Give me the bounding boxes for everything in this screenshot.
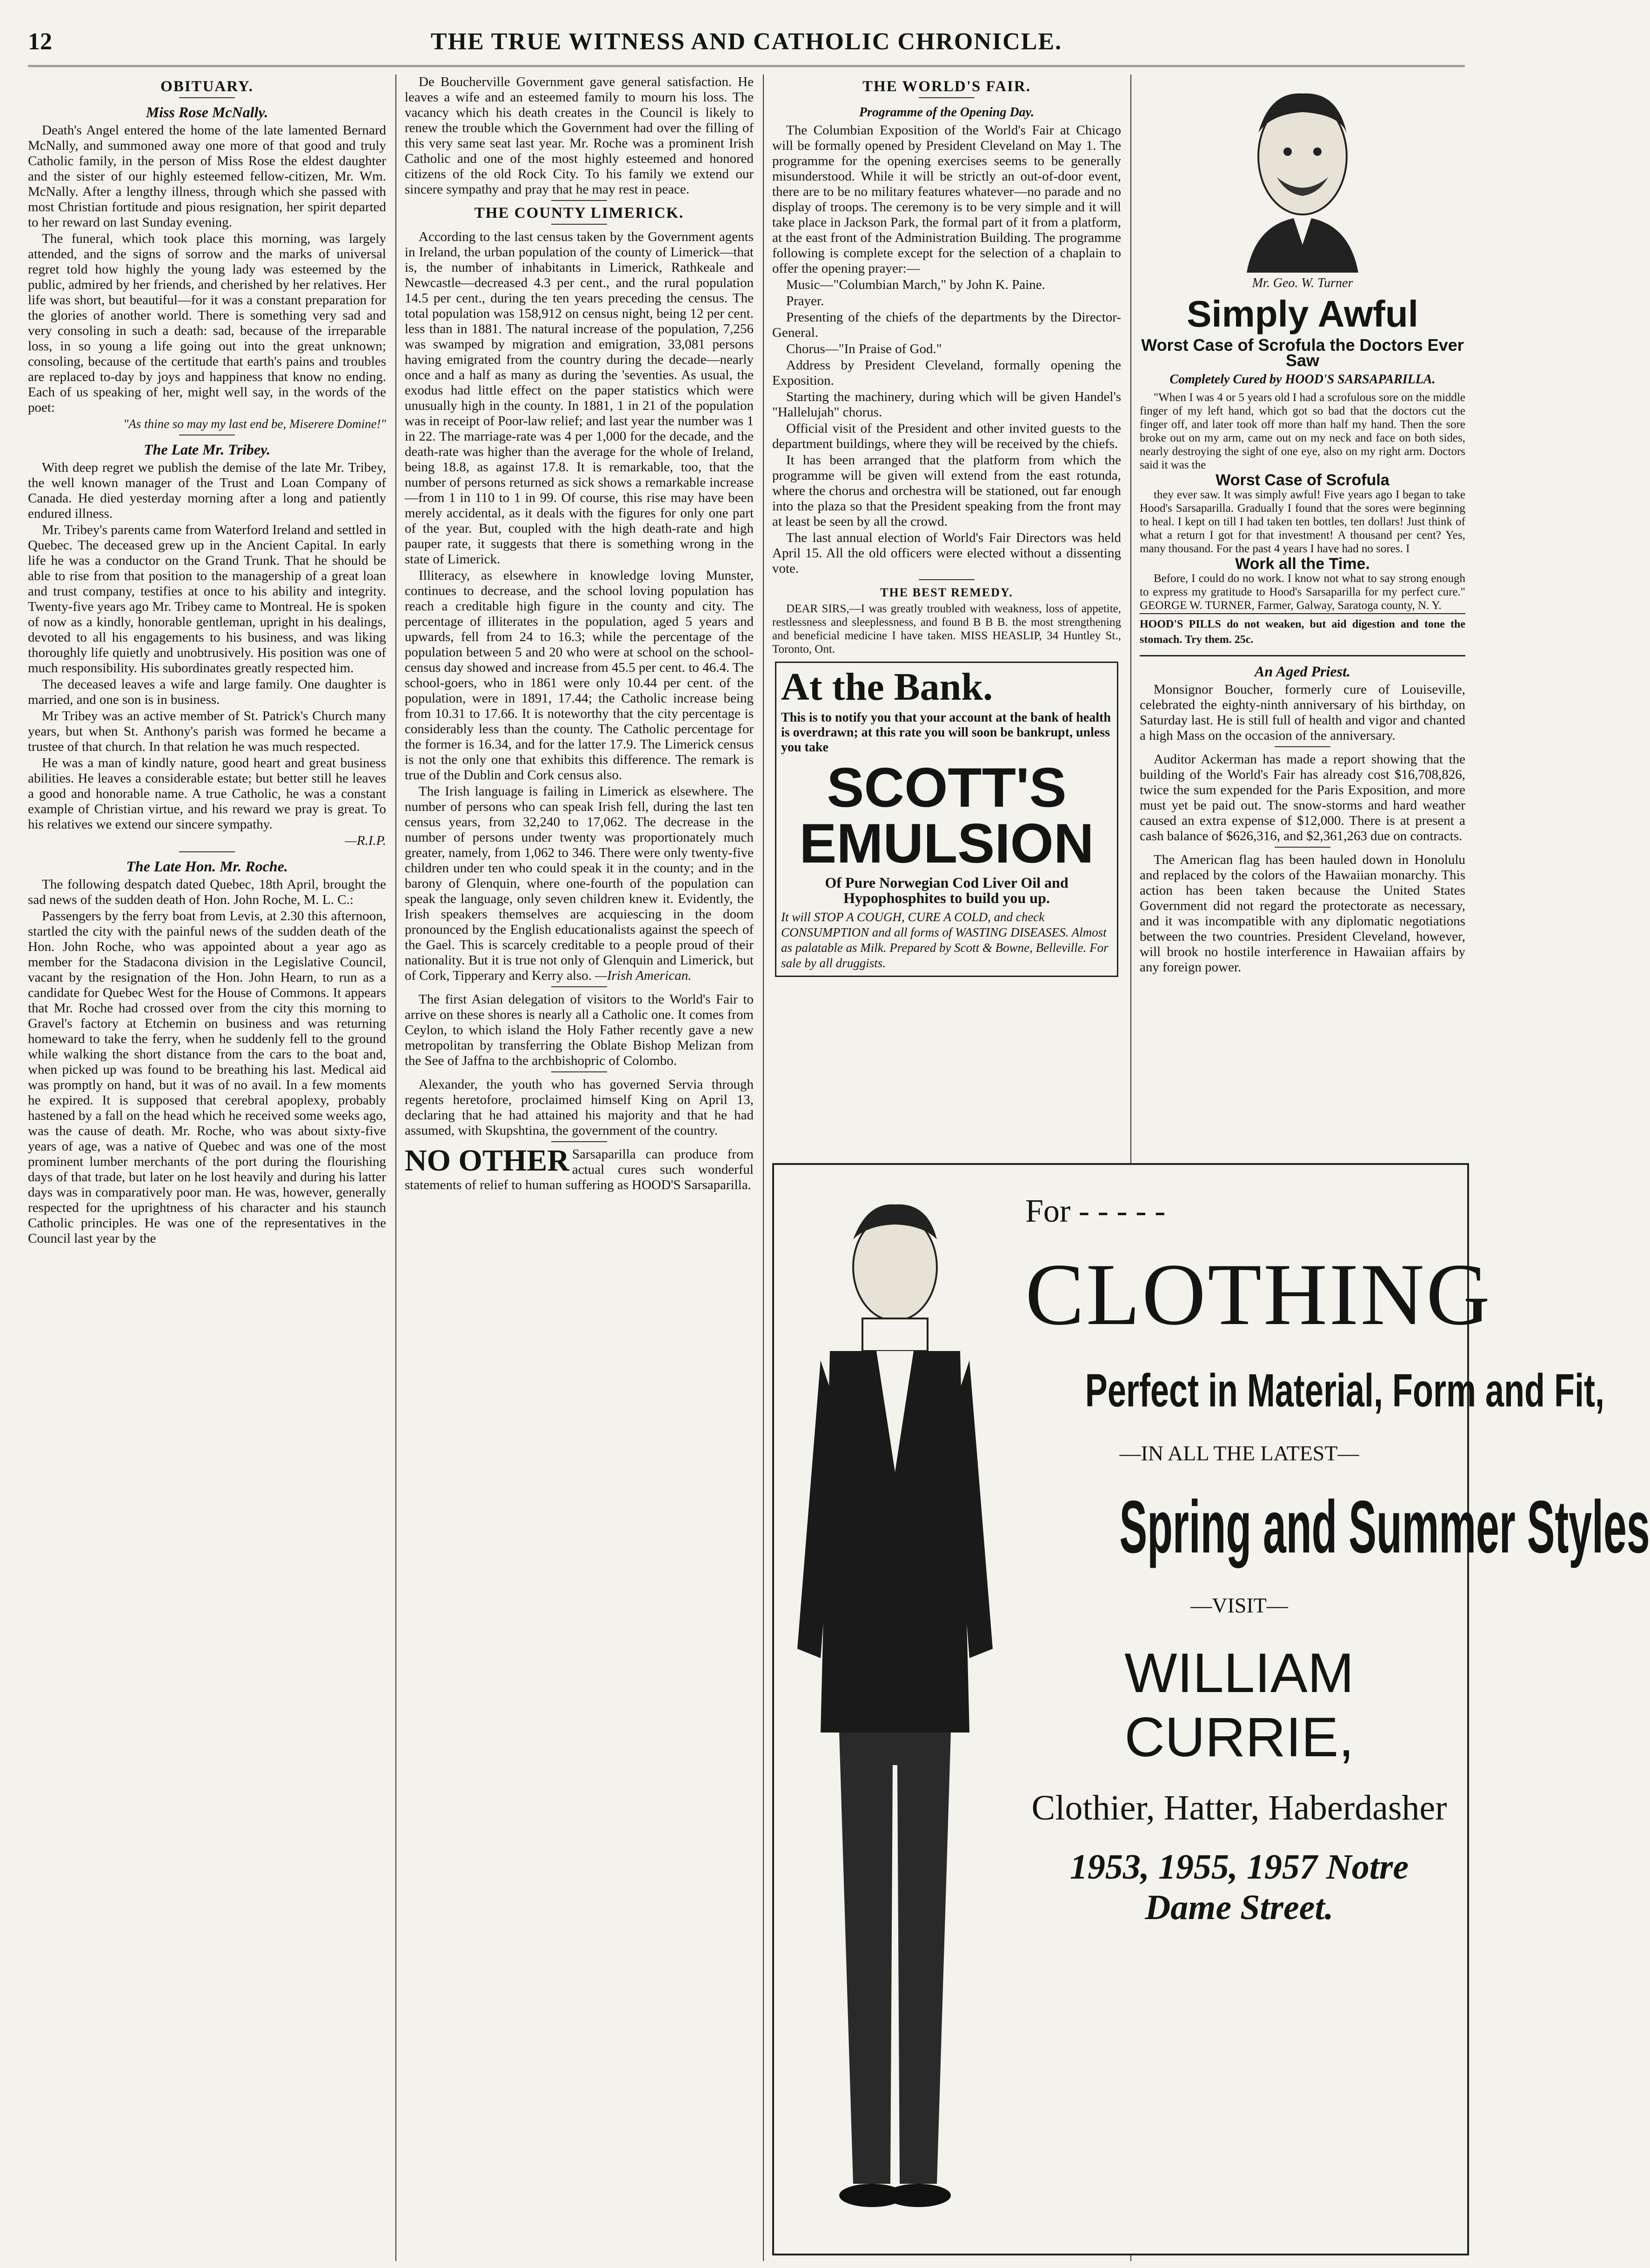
masthead (28, 14, 1465, 67)
emulsion-logo: EMULSION (799, 812, 1094, 875)
clothing-ad (772, 1163, 1650, 2255)
divider (1275, 746, 1330, 747)
ad-text: they ever saw. It was simply awful! Five years ago I began to take Hood's Sarsaparilla. Gradually I found that the sores were beginning to heal. I kept on till I had taken ten bottles, ten dollars! Just think of what a return I got for that investment! A thousand per cent? Yes, many thousand. For the past 4 years I have had no sores. I (1140, 488, 1465, 555)
ad-subtitle: Spring and Summer Styles (1119, 1485, 1650, 1568)
article-title: An Aged Priest. (1255, 663, 1350, 680)
paragraph: The Columbian Exposition of the World's Fair at Chicago will be formally opened by President Cleveland on May 1. The programme for the opening exercises seems to be generally misunderstood. While it will be strictly an out-of-door event, there are to be no military features whatever—no parade and no display of troops. The ceremony is to be very simple and it will take place in Jackson Park, the formal part of it from a platform, at the east front of the Administration Building. The programme following is complete except for the selection of a chaplain to offer the opening prayer:— (772, 123, 1121, 276)
ad-text: "When I was 4 or 5 years old I had a scrofulous sore on the middle finger of my left hand, which got so bad that the doctors cut the finger off, and later took off more than half my hand. Then the sore broke out on my arm, came out on my neck and face on both sides, nearly destroying the sight of one eye, also on my right arm. Doctors said it was the (1140, 391, 1465, 471)
paragraph: Mr. Tribey's parents came from Waterford Ireland and settled in Quebec. The deceased grew up in the Ancient Capital. In early life he was a conductor on the Grand Trunk. That he should be able to rise from that position to the managership of a great loan and trust company, testifies at once to his ability and integrity. Twenty-five years ago Mr. Tribey came to Montreal. He is spoken of now as a kindly, honorable gentleman, upright in his dealings, devoted to all his engagements to his business, and was liking thoroughly life quietly and unobtrusively. His position was one of much responsibility. His subordinates greatly respected him. (28, 522, 386, 676)
ad-text: DEAR SIRS,—I was greatly troubled with weakness, loss of appetite, restlessness and sleeplessness, and found B B B. the most strengthening and beneficial medicine I have taken. MISS HEASLIP, 34 Huntley St., Toronto, Ont. (772, 602, 1121, 656)
article-title: THE WORLD'S FAIR. (862, 78, 1031, 95)
paragraph: Presenting of the chiefs of the departments by the Director-General. (772, 310, 1121, 340)
ad-text: This is to notify you that your account at the bank of health is overdrawn; at this rate you will soon be bankrupt, unless you take (781, 710, 1111, 755)
paragraph: Illiteracy, as elsewhere in knowledge loving Munster, continues to decrease, and the school loving population has reach a creditable high figure in the county and city. The percentage of illiterates in the population, aged 5 years and upwards, fell from 24 to 16.3; while the percentage of the population between 5 and 20 who were at school on the school-census day showed and increase from 45.5 per cent. to 46.4. The school-goers, who in 1861 were only 10.44 per cent. of the population, were in 1891, 17.44; the Catholic increase being from 10.31 to 17.66. It is noteworthy that the city percentage is considerably less than the county. The Catholic percentage for the former is 16.34, and for the latter 17.9. The Limerick census is not the only one that exhibits this difference. The remark is true of the Dublin and Cork census also. (405, 568, 754, 783)
divider (551, 224, 607, 225)
poem-quote: "As thine so may my last end be, Miserere Domine!" (123, 417, 386, 431)
paragraph: The deceased leaves a wife and large family. One daughter is married, and one son is in business. (28, 677, 386, 707)
portrait-illustration (1219, 77, 1386, 273)
divider (551, 200, 607, 201)
paragraph: Monsignor Boucher, formerly cure of Louiseville, celebrated the eighty-ninth anniversary of his birthday, on Saturday last. He is still full of health and vigor and chanted a high Mass on the occasion of the anniversary. (1140, 682, 1465, 743)
paragraph: Auditor Ackerman has made a report showing that the building of the World's Fair has already cost $16,708,826, twice the sum expended for the Paris Exposition, and more must yet be paid out. The snow-storms and hard weather caused an extra expense of $12,000. There is at present a cash balance of $626,316, and $2,361,263 due on contracts. (1140, 752, 1465, 843)
ad-subtitle: Worst Case of Scrofula (1216, 471, 1389, 489)
column-news (405, 74, 754, 2261)
paragraph: With deep regret we publish the demise of the late Mr. Tribey, the well known manager of the Trust and Loan Company of Canada. He died yesterday morning after a long and patiently endured illness. (28, 460, 386, 521)
scotts-logo: SCOTT'S (827, 756, 1067, 819)
paragraph: De Boucherville Government gave general satisfaction. He leaves a wife and an esteemed family to mourn his loss. The vacancy which his death creates in the Council is likely to renew the trouble which the Government had over the filling of this very same seat last year. Mr. Roche was a prominent Irish Catholic and one of the most highly esteemed and honored citizens of the old Rock City. To his family we extend our sincere sympathy and pray that he may rest in peace. (405, 74, 754, 197)
ad-headline: Simply Awful (1187, 293, 1418, 335)
article-title: Miss Rose McNally. (146, 104, 268, 120)
hoods-notice (405, 1144, 754, 1193)
paragraph: Alexander, the youth who has governed Servia through regents heretofore, proclaimed himself King on April 13, declaring that he had attained his majority and that he had assumed, with Skupshtina, the government of the country. (405, 1077, 754, 1138)
paragraph: Chorus—"In Praise of God." (786, 341, 942, 356)
paragraph: Passengers by the ferry boat from Levis, at 2.30 this afternoon, startled the city with the painful news of the sudden death of the Hon. John Roche, who was appointed about a year ago as member for the Stadacona division in the Legislative Council, vacant by the resignation of the Hon. John Hearn, to run as a candidate for Quebec West for the House of Commons. It appears that Mr. Roche had crossed over from the city this morning to Gravel's factory at Etchemin on business and was returning homeward to take the ferry, when he suddenly fell to the ground while walking the short distance from the cars to the boat and, when picked up was found to be breathing his last. Medical aid was promptly on hand, but it was of no avail. In a few moments he expired. It is supposed that cerebral apoplexy, probably hastened by a fall on the head which he received some weeks ago, was the cause of death. Mr. Roche, who was about sixty-five years of age, was a native of Quebec and was one of the most prominent lumber merchants of the port during the flourishing days of that trade, but later on he lost heavily and during his latter days was in comparatively poor man. He was, however, generally respected for the uprightness of his character and his staunch Catholic principles. He was one of the representatives in the Council last year by the (28, 909, 386, 1246)
paragraph: Prayer. (786, 294, 824, 308)
ad-text: —VISIT— (1190, 1593, 1288, 1617)
paragraph-text: The Irish language is failing in Limerick as elsewhere. The number of persons who can speak Irish fell, during the last ten census years, from 32,240 to 17,062. The decrease in the number of persons under twenty was proportionately much greater, namely, from 1,062 to 346. There were only twenty-five children under ten who could speak it in the county; and in the barony of Glenquin, where one-fourth of the population can speak the language, only seven children knew it. Evidently, the Irish speakers themselves are acquiescing in the doom pronounced by the English educationalists against the speech of the Gael. This is scarcely creditable to a people proud of their nationality. But it is true not only of Glenquin and Limerick, but of Cork, Tipperary and Kerry also. (405, 784, 754, 983)
paragraph: He was a man of kindly nature, good heart and great business abilities. He leaves a considerable estate; but better still he leaves a good and honorable name. A true Catholic, he was a constant example of Christian virtue, and his reward we pray is great. To his relatives we extend our sincere sympathy. (28, 756, 386, 832)
ad-headline: CLOTHING (1025, 1246, 1492, 1344)
paragraph: Official visit of the President and other invited guests to the department buildings, where they will be received by the chiefs. (772, 421, 1121, 451)
scotts-emulsion-ad (775, 662, 1118, 977)
paragraph: Music—"Columbian March," by John K. Paine. (786, 277, 1045, 292)
merchant-name: WILLIAM CURRIE, (1124, 1642, 1354, 1768)
divider (551, 986, 607, 987)
gentleman-illustration (783, 1184, 1007, 2235)
ad-heading: THE BEST REMEDY. (880, 586, 1013, 599)
paragraph: The funeral, which took place this morning, was largely attended, and the signs of sorrow and the marks of universal regret told how highly the young lady was esteemed by the public, admired by her friends, and cherished by her relatives. Her life was short, but beautiful—for it was a constant preparation for the glories of another world. There is something very sad and very consoling in such a death: sad, because of the irreparable loss, in so young a life going out into the great unknown; consoling, because of the certitude that earth's pains and troubles are replaced to-day by joys and happiness that know no ending. Each of us speaking of her, might well say, in the words of the poet: (28, 231, 386, 415)
column-rule (395, 74, 396, 2261)
divider (551, 1141, 607, 1142)
divider (919, 97, 975, 98)
ad-text: For - - - - - (1025, 1193, 1166, 1229)
paragraph: Mr Tribey was an active member of St. Patrick's Church many years, but when St. Anthony's parish was formed he became a trustee of that church. In that relation he was much respected. (28, 709, 386, 754)
paragraph: The American flag has been hauled down in Honolulu and replaced by the colors of the Hawaiian monarchy. This action has been taken because the United States Government did not regard the protectorate as necessary, and it was incompatible with any diplomatic negotiations between the two countries. President Cleveland, however, will brook no hostile interference in Hawaiian affairs by any foreign power. (1140, 852, 1465, 975)
article-subtitle: Programme of the Opening Day. (859, 105, 1035, 120)
ad-subtitle: Worst Case of Scrofula the Doctors Ever Saw (1141, 335, 1464, 370)
paragraph: It has been arranged that the platform from which the programme will be given will extend from the east rotunda, where the chorus and orchestra will be stationed, out far enough into the plaza so that the President speaking from the front may at least be seen by all the crowd. (772, 453, 1121, 529)
ad-title: At the Bank. (781, 665, 993, 709)
ad-text: —IN ALL THE LATEST— (1119, 1441, 1359, 1465)
paragraph (405, 784, 754, 983)
clothing-ad-text (1025, 1193, 1650, 1928)
column-hoods (1140, 74, 1465, 1144)
paragraph: Starting the machinery, during which will be given Handel's "Hallelujah" chorus. (772, 389, 1121, 420)
merchant-address: 1953, 1955, 1957 Notre Dame Street. (1069, 1847, 1409, 1927)
divider (919, 579, 975, 580)
paragraph: According to the last census taken by the Government agents in Ireland, the urban population of the county of Limerick—that is, the number of inhabitants in Limerick, Rathkeale and Newcastle—decreased 4.3 per cent., and the rural population 14.5 per cent., during the ten years preceding the census. The total population was 158,912 on census night, being 12 per cent. less than in 1881. The natural increase of the population, 7,256 was swamped by migration and emigration, 33,081 persons having emigrated from the country during the decade—nearly once and a half as many as during the 'seventies. As usual, the exodus had little effect on the paper statistics which were unusually high in the county. In 1881, 1 in 21 of the population was in receipt of Poor-law relief; and last year the number was 1 in 22. The marriage-rate was 4 per 1,000 for the decade, and the death-rate was higher than the average for the whole of Ireland, being 18.8, as against 17.8. It is remarkable, too, that the number of persons returned as sick shows a remarkable increase—from 1 in 110 to 1 in 99. Of course, this rise may have been merely accidental, as it deals with the figures for only one part of the year. But, coupled with the high death-rate and high pauper rate, it suggests that there is something wrong in the state of Limerick. (405, 229, 754, 567)
divider (551, 1071, 607, 1072)
divider (1275, 847, 1330, 848)
article-title: The Late Mr. Tribey. (143, 441, 271, 458)
article-title: THE COUNTY LIMERICK. (474, 205, 684, 221)
paragraph: Address by President Cleveland, formally opening the Exposition. (772, 358, 1121, 388)
section-heading: OBITUARY. (160, 78, 254, 95)
signature: —R.I.P. (345, 833, 386, 848)
notice-lead: NO OTHER (405, 1144, 569, 1177)
portrait-caption: Mr. Geo. W. Turner (1252, 276, 1353, 290)
paragraph: The last annual election of World's Fair Directors was held April 15. All the old officers were elected without a dissenting vote. (772, 530, 1121, 576)
ad-subtitle: Work all the Time. (1235, 555, 1370, 573)
notice-body: Sarsaparilla can produce from actual cures such wonderful statements of relief to human suffering as HOOD'S Sarsaparilla. (405, 1147, 754, 1192)
ad-subtitle: Completely Cured by HOOD'S SARSAPARILLA. (1169, 372, 1436, 387)
paragraph: The first Asian delegation of visitors to the World's Fair to arrive on these shores is nearly all a Catholic one. It comes from Ceylon, to which island the Holy Father recently gave a new metropolitan by transferring the Oblate Bishop Melizan from the See of Jaffna to the archbishopric of Colombo. (405, 992, 754, 1068)
divider (179, 97, 235, 98)
column-worlds-fair (772, 74, 1121, 1144)
merchant-trades: Clothier, Hatter, Haberdasher (1031, 1788, 1447, 1827)
divider (179, 851, 235, 852)
paragraph: Death's Angel entered the home of the late lamented Bernard McNally, and summoned away one more of that good and truly Catholic family, in the person of Miss Rose the eldest daughter and the sister of our highly esteemed fellow-citizen, Mr. Wm. McNally. After a lengthy illness, through which she passed with most Christian fortitude and pious resignation, her spirit departed to her reward on last Sunday evening. (28, 123, 386, 230)
ad-text: HOOD'S PILLS do not weaken, but aid digestion and tone the stomach. Try them. 25c. (1140, 613, 1465, 648)
page-number: 12 (28, 28, 52, 55)
newspaper-title: THE TRUE WITNESS AND CATHOLIC CHRONICLE. (430, 28, 1062, 55)
credit: —Irish American. (595, 968, 692, 983)
ad-subtitle: Perfect in Material, Form and Fit, (1085, 1365, 1605, 1417)
ad-subtitle: Of Pure Norwegian Cod Liver Oil and Hypophosphites to build you up. (825, 874, 1069, 906)
paragraph: The following despatch dated Quebec, 18th April, brought the sad news of the sudden death of Hon. John Roche, M. L. C.: (28, 877, 386, 907)
ad-text: Before, I could do no work. I know not what to say strong enough to express my gratitude to Hood's Sarsaparilla for my perfect cure." GEORGE W. TURNER, Farmer, Galway, Saratoga county, N. Y. (1140, 572, 1465, 612)
divider (1140, 655, 1465, 656)
column-obituary (28, 74, 386, 2261)
article-title: The Late Hon. Mr. Roche. (126, 858, 288, 875)
ad-text: It will STOP A COUGH, CURE A COLD, and check CONSUMPTION and all forms of WASTING DISEASES. Almost as palatable as Milk. Prepared by Scott & Bowne, Belleville. For sale by all druggists. (781, 910, 1109, 970)
column-rule (763, 74, 764, 2261)
